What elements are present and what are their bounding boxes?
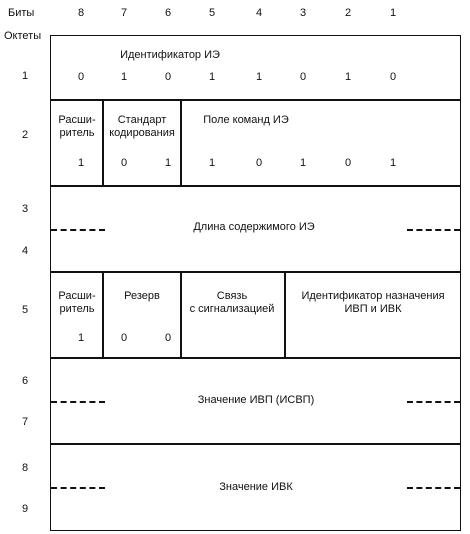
row5-divider-signal bbox=[284, 271, 286, 358]
bit-number-6: 6 bbox=[164, 7, 172, 19]
bit-number-7: 7 bbox=[120, 7, 128, 19]
row5-divider-reserve bbox=[180, 271, 182, 358]
bits-label: Биты bbox=[8, 7, 35, 19]
ivp-value-label: Значение ИВП (ИСВП) bbox=[197, 394, 315, 406]
continuation-dash-right-6-7 bbox=[407, 401, 460, 403]
continuation-dash-left-3-4 bbox=[51, 229, 105, 231]
row2-extension-value: 1 bbox=[77, 157, 85, 169]
coding-standard-label-2: кодирования bbox=[109, 127, 175, 139]
command-bit-4: 0 bbox=[255, 157, 263, 169]
coding-standard-bit-7: 0 bbox=[120, 157, 128, 169]
octet-number-5: 5 bbox=[21, 304, 29, 316]
command-bit-3: 1 bbox=[299, 157, 307, 169]
row2-extension-label-2: ритель bbox=[59, 127, 95, 139]
row-separator-2-3 bbox=[50, 185, 461, 187]
row1-bit-5: 1 bbox=[208, 71, 216, 83]
bit-number-8: 8 bbox=[77, 7, 85, 19]
octet-number-8: 8 bbox=[21, 462, 29, 474]
row1-bit-8: 0 bbox=[77, 71, 85, 83]
row-separator-1-2 bbox=[50, 99, 461, 101]
bit-number-4: 4 bbox=[255, 7, 263, 19]
octet-number-3: 3 bbox=[21, 203, 29, 215]
destination-id-label-1: Идентификатор назначения bbox=[301, 290, 445, 302]
row-separator-4-5 bbox=[50, 271, 461, 273]
octet-number-6: 6 bbox=[21, 375, 29, 387]
reserve-bit-6: 0 bbox=[164, 332, 172, 344]
ie-identifier-label: Идентификатор ИЭ bbox=[120, 49, 220, 61]
coding-standard-bit-6: 1 bbox=[164, 157, 172, 169]
reserve-label: Резерв bbox=[124, 290, 160, 302]
row2-divider-std bbox=[180, 99, 182, 186]
row-separator-5-6 bbox=[50, 357, 461, 359]
row2-divider-ext bbox=[102, 99, 104, 186]
row1-bit-4: 1 bbox=[255, 71, 263, 83]
bit-number-2: 2 bbox=[344, 7, 352, 19]
row1-bit-1: 0 bbox=[389, 71, 397, 83]
continuation-dash-left-8-9 bbox=[51, 487, 105, 489]
row1-bit-2: 1 bbox=[344, 71, 352, 83]
signaling-link-label-2: с сигнализацией bbox=[189, 303, 275, 315]
command-bit-5: 1 bbox=[208, 157, 216, 169]
command-bit-2: 0 bbox=[344, 157, 352, 169]
frame-outline bbox=[50, 35, 461, 531]
row1-bit-3: 0 bbox=[299, 71, 307, 83]
row5-extension-label-2: ритель bbox=[59, 303, 95, 315]
signaling-link-label-1: Связь bbox=[216, 290, 248, 302]
continuation-dash-right-3-4 bbox=[407, 229, 460, 231]
command-bit-1: 1 bbox=[389, 157, 397, 169]
octet-number-2: 2 bbox=[21, 129, 29, 141]
octet-number-7: 7 bbox=[21, 416, 29, 428]
octets-label: Октеты bbox=[4, 30, 42, 42]
octet-number-9: 9 bbox=[21, 503, 29, 515]
coding-standard-label-1: Стандарт bbox=[117, 114, 167, 126]
row1-bit-7: 1 bbox=[120, 71, 128, 83]
row5-divider-ext bbox=[102, 271, 104, 358]
ivk-value-label: Значение ИВК bbox=[219, 481, 293, 493]
bit-number-3: 3 bbox=[299, 7, 307, 19]
bit-number-5: 5 bbox=[208, 7, 216, 19]
octet-number-4: 4 bbox=[21, 245, 29, 257]
reserve-bit-7: 0 bbox=[120, 332, 128, 344]
destination-id-label-2: ИВП и ИВК bbox=[344, 303, 402, 315]
ie-command-field-label: Поле команд ИЭ bbox=[203, 114, 289, 126]
row5-extension-label-1: Расши- bbox=[58, 290, 96, 302]
row2-extension-label-1: Расши- bbox=[58, 114, 96, 126]
ie-content-length-label: Длина содержимого ИЭ bbox=[193, 221, 315, 233]
continuation-dash-right-8-9 bbox=[407, 487, 460, 489]
row5-extension-value: 1 bbox=[77, 332, 85, 344]
continuation-dash-left-6-7 bbox=[51, 401, 105, 403]
row-separator-7-8 bbox=[50, 443, 461, 445]
row1-bit-6: 0 bbox=[164, 71, 172, 83]
bit-number-1: 1 bbox=[389, 7, 397, 19]
octet-number-1: 1 bbox=[21, 70, 29, 82]
